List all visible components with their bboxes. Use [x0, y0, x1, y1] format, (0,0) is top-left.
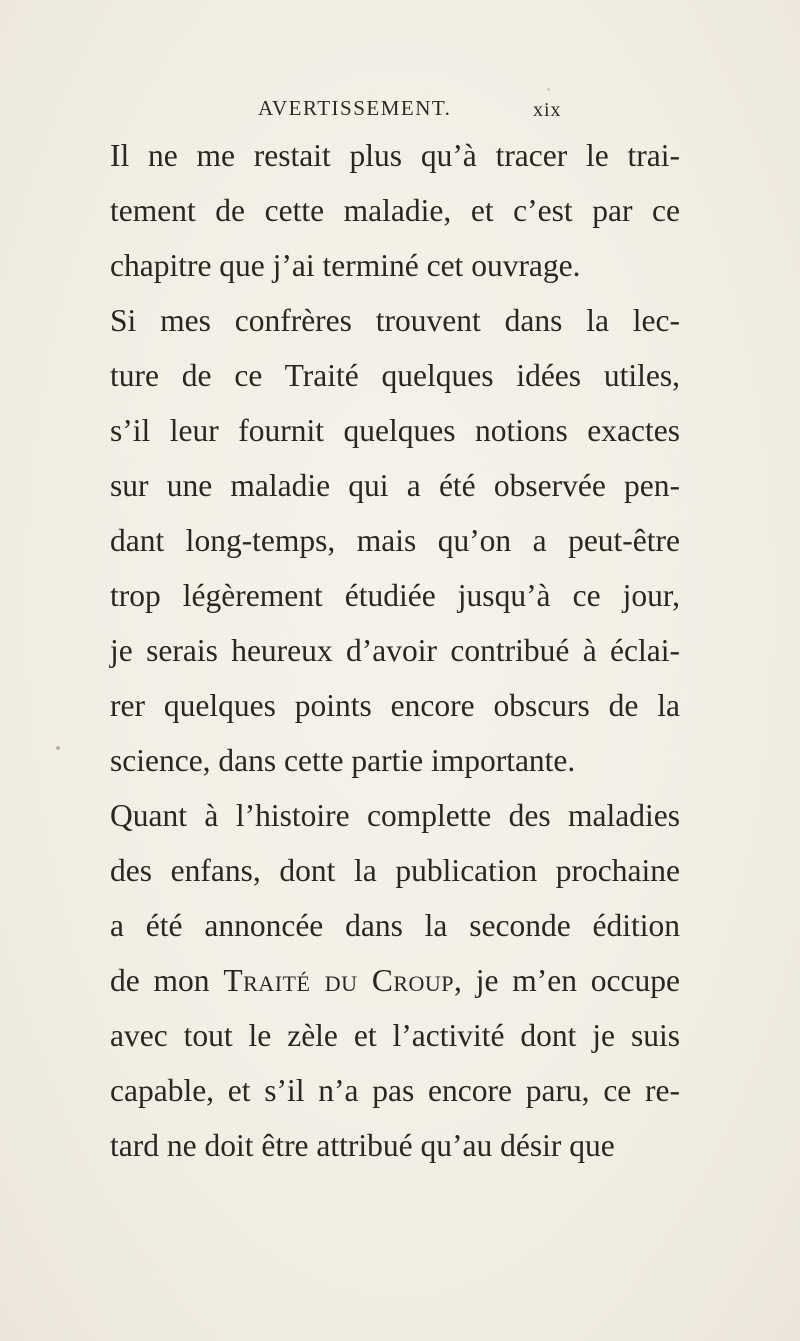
text-line: capable, et s’il n’a pas encore paru, ce re- [110, 1073, 680, 1108]
text-line: s’il leur fournit quelques notions exactes [110, 413, 680, 448]
text-line: des enfans, dont la publication prochaine [110, 853, 680, 888]
text-line: chapitre que j’ai terminé cet ouvrage. [110, 248, 581, 283]
text-fragment: , je m’en occupe [454, 963, 681, 998]
text-line: Quant à l’histoire complette des maladies [110, 798, 680, 833]
text-line: Si mes confrères trouvent dans la lec- [110, 303, 680, 338]
work-title: Traité du Croup [223, 963, 455, 998]
running-title: AVERTISSEMENT. [258, 96, 452, 120]
text-line: tard ne doit être attribué qu’au désir que [110, 1128, 615, 1163]
text-line: sur une maladie qui a été observée pen- [110, 468, 680, 503]
body-text [110, 128, 680, 1173]
text-line: tement de cette maladie, et c’est par ce [110, 193, 680, 228]
page-number: xix [533, 99, 562, 121]
paper-speck [547, 88, 550, 91]
text-line: rer quelques points encore obscurs de la [110, 688, 680, 723]
text-line: avec tout le zèle et l’activité dont je suis [110, 1018, 680, 1053]
text-line: dant long-temps, mais qu’on a peut-être [110, 523, 680, 558]
text-line [110, 953, 680, 1008]
text-line: a été annoncée dans la seconde édition [110, 908, 680, 943]
text-line: science, dans cette partie importante. [110, 743, 576, 778]
running-head [0, 96, 800, 126]
text-fragment: de mon [110, 963, 210, 998]
text-line: trop légèrement étudiée jusqu’à ce jour, [110, 578, 680, 613]
text-line: je serais heureux d’avoir contribué à éclai- [110, 633, 680, 668]
text-line: Il ne me restait plus qu’à tracer le trai- [110, 138, 680, 173]
text-line: ture de ce Traité quelques idées utiles, [110, 358, 680, 393]
paper-speck [56, 746, 60, 750]
